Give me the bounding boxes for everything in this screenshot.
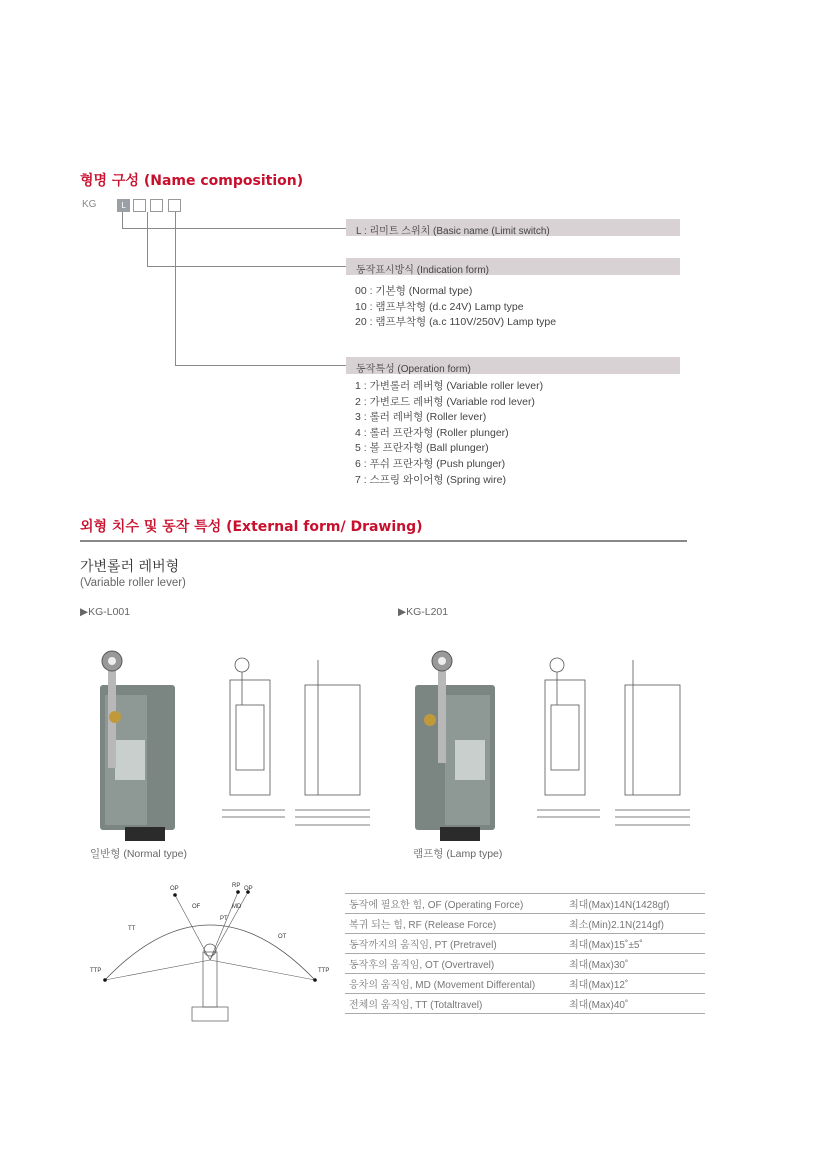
spec-table: [345, 893, 705, 1014]
basic-name-bar: [346, 219, 680, 236]
model-left: ▶KG-L001: [80, 606, 131, 618]
operation-label: 동작특성 (Operation form): [356, 364, 471, 375]
rp-label: RP: [232, 883, 241, 889]
list-item: 7 : 스프링 와이어형 (Spring wire): [355, 473, 506, 486]
indication-label: 동작표시방식 (Indication form): [356, 265, 489, 276]
section-divider: [80, 540, 687, 542]
table-row: [345, 934, 705, 954]
spec-name: 복귀 되는 힘, RF (Release Force): [345, 914, 565, 934]
op-label: OP: [170, 886, 179, 892]
spec-name: 전체의 움직임, TT (Totaltravel): [345, 994, 565, 1014]
of-label: OF: [192, 904, 201, 910]
connector-line: [147, 212, 148, 267]
spec-name: 동작까지의 움직임, PT (Pretravel): [345, 934, 565, 954]
op-label-2: OP: [244, 886, 253, 892]
indication-bar: [346, 258, 680, 275]
operation-angle-diagram: [80, 880, 340, 1030]
table-row: [345, 974, 705, 994]
pt-label: PT: [220, 916, 228, 922]
list-item: 3 : 롤러 레버형 (Roller lever): [355, 411, 487, 424]
ttp-left-label: TTP: [90, 968, 102, 974]
table-row: [345, 994, 705, 1014]
operation-list: [355, 379, 543, 488]
code-prefix: KG: [82, 199, 97, 210]
indication-list: [355, 284, 556, 331]
name-composition-heading: 형명 구성 (Name composition): [80, 173, 304, 189]
basic-name-label: L : 리미트 스위치 (Basic name (Limit switch): [356, 226, 550, 237]
code-letter: L: [121, 201, 126, 210]
operation-bar: [346, 357, 680, 374]
list-item: 00 : 기본형 (Normal type): [355, 285, 473, 297]
dimension-drawing-lamp: [525, 645, 710, 845]
ttp-right-label: TTP: [318, 968, 330, 974]
code-box-1: [133, 199, 146, 212]
code-box-3: [168, 199, 181, 212]
connector-line: [122, 228, 346, 229]
spec-value: 최대(Max)40˚: [565, 994, 705, 1014]
spec-value: 최대(Max)15˚±5˚: [565, 934, 705, 954]
spec-name: 동작후의 움직임, OT (Overtravel): [345, 954, 565, 974]
external-form-heading: 외형 치수 및 동작 특성 (External form/ Drawing): [80, 519, 423, 535]
list-item: 5 : 볼 프란자형 (Ball plunger): [355, 442, 489, 455]
spec-name: 동작에 필요한 힘, OF (Operating Force): [345, 894, 565, 914]
connector-line: [147, 266, 346, 267]
list-item: 6 : 푸쉬 프란자형 (Push plunger): [355, 457, 506, 470]
caption-normal: 일반형 (Normal type): [90, 848, 187, 860]
spec-name: 응차의 움직임, MD (Movement Differental): [345, 974, 565, 994]
type-title: 가변롤러 레버형: [80, 559, 180, 575]
ot-label: OT: [278, 934, 287, 940]
code-box-2: [150, 199, 163, 212]
dimension-drawing-normal: [200, 645, 385, 845]
caption-lamp: 램프형 (Lamp type): [413, 848, 503, 860]
connector-line: [175, 365, 346, 366]
connector-line: [122, 212, 123, 229]
list-item: 2 : 가변로드 레버형 (Variable rod lever): [355, 395, 535, 408]
code-letter-box: [117, 199, 130, 212]
spec-value: 최대(Max)12˚: [565, 974, 705, 994]
model-right: ▶KG-L201: [398, 606, 449, 618]
list-item: 10 : 램프부착형 (d.c 24V) Lamp type: [355, 300, 524, 313]
list-item: 20 : 램프부착형 (a.c 110V/250V) Lamp type: [355, 316, 557, 329]
table-row: [345, 954, 705, 974]
list-item: 4 : 롤러 프란자형 (Roller plunger): [355, 426, 509, 439]
connector-line: [175, 212, 176, 366]
table-row: [345, 914, 705, 934]
spec-value: 최대(Max)14N(1428gf): [565, 894, 705, 914]
type-subtitle: (Variable roller lever): [80, 577, 186, 589]
spec-value: 최대(Max)30˚: [565, 954, 705, 974]
table-row: [345, 894, 705, 914]
list-item: 1 : 가변롤러 레버형 (Variable roller lever): [355, 380, 544, 392]
spec-value: 최소(Min)2.1N(214gf): [565, 914, 705, 934]
product-photo-normal: [95, 645, 185, 845]
md-label: MD: [232, 904, 242, 910]
tt-label: TT: [128, 926, 136, 932]
product-photo-lamp: [410, 645, 505, 845]
